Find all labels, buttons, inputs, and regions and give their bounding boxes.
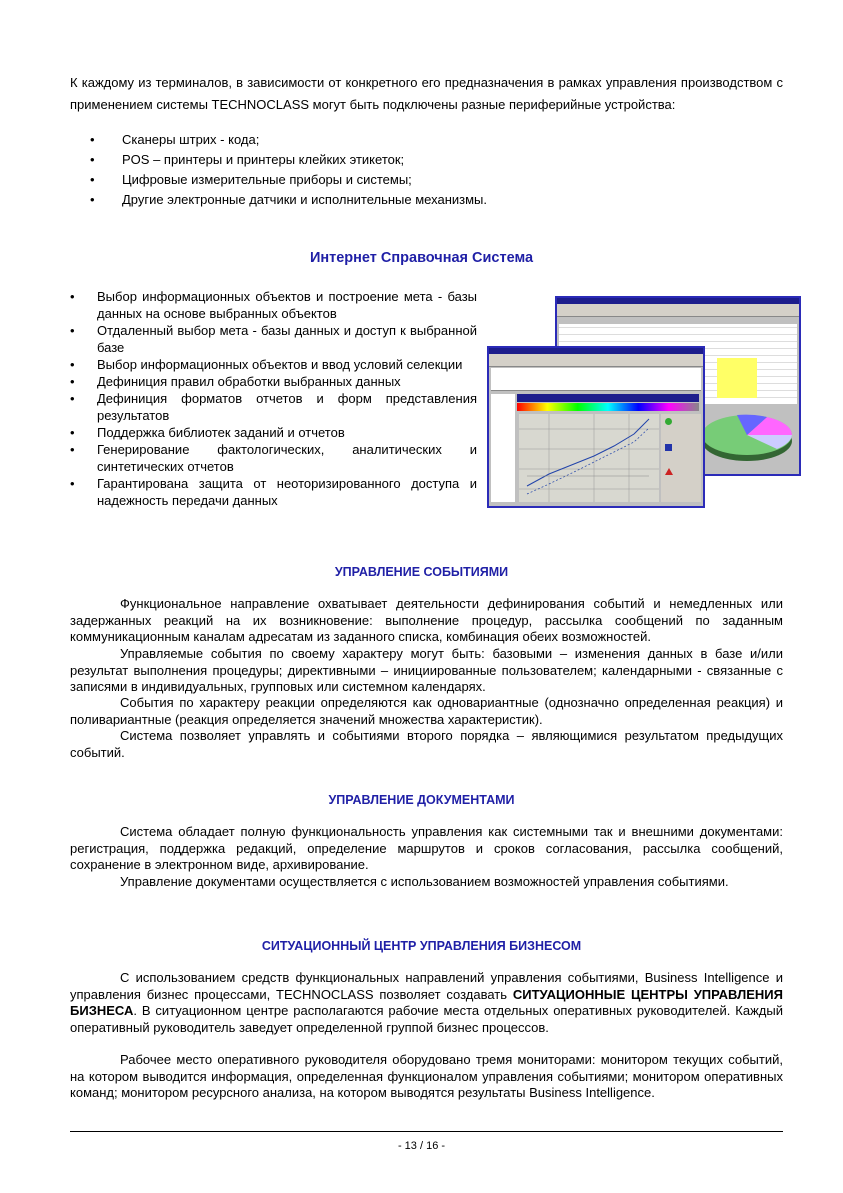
list-item: • Выбор информационных объектов и ввод условий селекции — [70, 357, 463, 372]
situation-paragraph-2: Рабочее место оперативного руководителя оборудовано тремя мониторами: монитором текущих событий, на котором выводится информация, определенная функционалом управления событиями; монитором оперативных команд; монитором ресурсного анализа, на котором выводятся результаты Business Intelligence. — [70, 1052, 783, 1100]
front-window-screenshot — [487, 346, 705, 508]
situation-section-title: СИТУАЦИОННЫЙ ЦЕНТР УПРАВЛЕНИЯ БИЗНЕСОМ — [261, 939, 582, 953]
list-item: • Отдаленный выбор мета - базы данных и доступ к выбранной базе — [70, 323, 477, 355]
internet-section-title: Интернет Справочная Система — [309, 250, 534, 266]
list-item: • POS – принтеры и принтеры клейких этикеток; — [90, 152, 405, 167]
list-item: • Дефиниция правил обработки выбранных данных — [70, 374, 401, 389]
events-paragraph-4: Система позволяет управлять и событиями второго порядка – являющимися результатом предыдущих событий. — [70, 728, 783, 760]
situation-paragraph-1: С использованием средств функциональных направлений управления событиями, Business Intelligence и управления бизнес процессами, TECHNOCLASS позволяет создавать СИТУАЦИОННЫЕ ЦЕНТРЫ УПРАВЛЕНИЯ БИЗНЕСА. В ситуационном центре располагаются рабочие места отдельных оперативных руководителей. Каждый оперативный руководитель заведует определенной группой бизнес процессов. — [70, 970, 783, 1035]
documents-section-title: УПРАВЛЕНИЕ ДОКУМЕНТАМИ — [328, 793, 515, 807]
internet-features-list — [70, 288, 477, 509]
line-chart-icon — [519, 414, 659, 502]
list-item: • Другие электронные датчики и исполнительные механизмы. — [90, 192, 488, 207]
events-paragraph-3: События по характеру реакции определяются как одновариантные (однозначно определенная реакция) и поливариантные (реакция определяется значений множества характеристик). — [70, 695, 783, 727]
list-item: • Сканеры штрих - кода; — [90, 132, 260, 147]
pie-chart-icon — [697, 403, 797, 468]
list-item: • Цифровые измерительные приборы и системы; — [90, 172, 412, 187]
page-number: - 13 / 16 - — [397, 1140, 446, 1152]
events-paragraph-2: Управляемые события по своему характеру могут быть: базовыми – изменения данных в базе и/или результат выполнения процедуры; директивными – инициированные пользователем; календарными - связанные с записями в индивидуальных, групповых или системном календарях. — [70, 646, 783, 694]
events-paragraph-1: Функциональное направление охватывает деятельности дефинирования событий и немедленных или задержанных реакций на их возникновение: выполнение процедур, рассылка сообщений по заданным коммуникационным каналам адресатам из заданного списка, комбинация обеих возможностей. — [70, 596, 783, 644]
list-item: • Гарантирована защита от неоторизированного доступа и надежность передачи данных — [70, 476, 477, 508]
footer-divider — [70, 1131, 783, 1132]
peripherals-list — [90, 130, 782, 210]
list-item: • Поддержка библиотек заданий и отчетов — [70, 425, 345, 440]
documents-paragraph-1: Система обладает полную функциональность управления как системными так и внешними документами: регистрация, поддержка редакций, определение маршрутов и сроков согласования, рассылка сообщений, сохранение в электронном виде, архивирование. — [70, 824, 783, 872]
list-item: • Выбор информационных объектов и построение мета - базы данных на основе выбранных объектов — [70, 289, 477, 321]
intro-paragraph: К каждому из терминалов, в зависимости от конкретного его предназначения в рамках управления производством с применением системы TECHNOCLASS могут быть подключены разные периферийные устройства: — [70, 75, 783, 112]
list-item: • Генерирование фактологических, аналитических и синтетических отчетов — [70, 442, 477, 474]
documents-paragraph-2: Управление документами осуществляется с использованием возможностей управления событиями. — [120, 874, 729, 889]
events-section-title: УПРАВЛЕНИЕ СОБЫТИЯМИ — [334, 565, 509, 579]
list-item: • Дефиниция форматов отчетов и форм представления результатов — [70, 391, 477, 423]
